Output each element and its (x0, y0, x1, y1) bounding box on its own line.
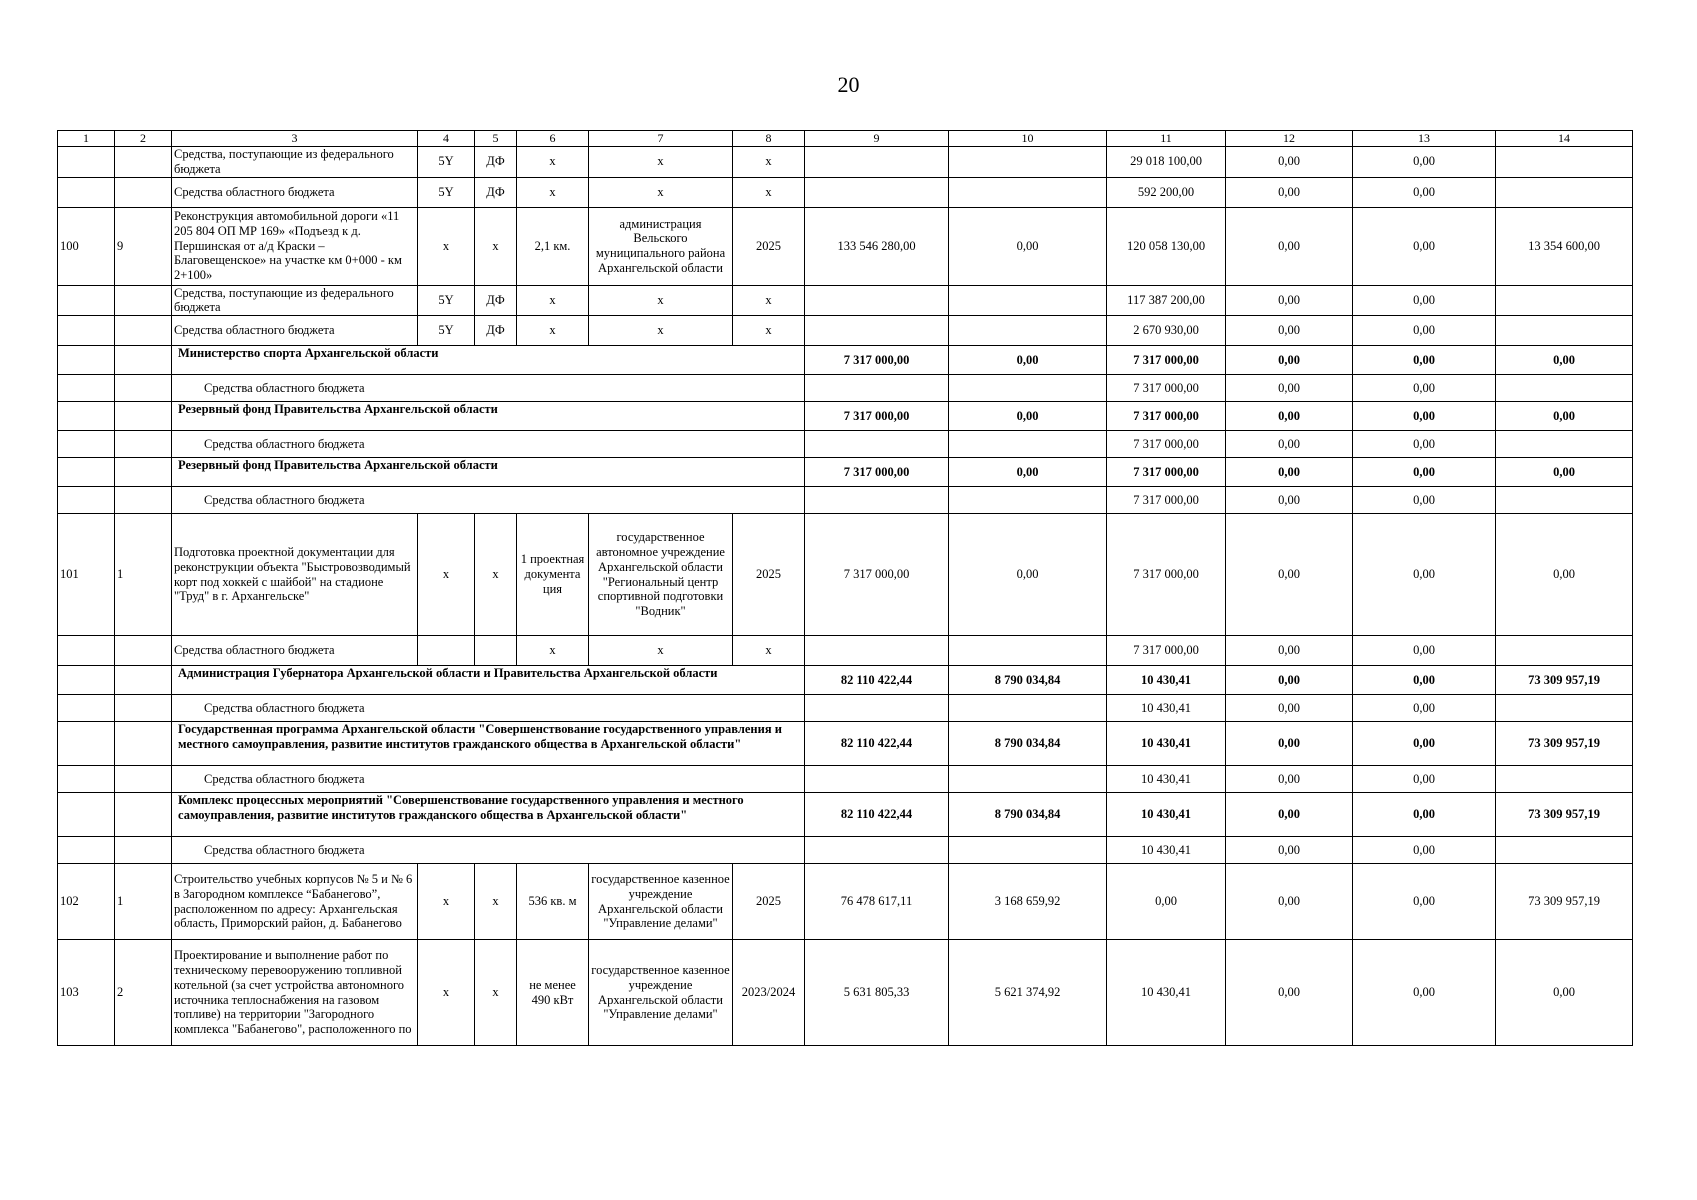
value-cell-c14 (1496, 487, 1633, 514)
header-cell: 1 (58, 131, 115, 147)
value-cell-c10 (949, 837, 1107, 864)
value-cell-c11: 7 317 000,00 (1107, 487, 1226, 514)
value-cell-c9 (805, 316, 949, 346)
value-cell-c4: x (418, 514, 475, 636)
row-number-cell: 102 (58, 864, 115, 940)
section-value-cell-c12: 0,00 (1226, 793, 1353, 837)
value-cell-c5: x (475, 207, 517, 285)
value-cell-c13: 0,00 (1353, 766, 1496, 793)
table-row (58, 636, 1633, 666)
value-cell-c9: 76 478 617,11 (805, 864, 949, 940)
name-cell: Подготовка проектной документации для реконструкции объекта "Быстровозводимый корт под хоккей с шайбой" на стадионе "Труд" в г. Архангельске" (172, 514, 418, 636)
section-value-cell-c13: 0,00 (1353, 346, 1496, 375)
value-cell-c10 (949, 636, 1107, 666)
row-number-cell (58, 636, 115, 666)
sub-number-cell: 1 (115, 864, 172, 940)
sub-number-cell: 2 (115, 940, 172, 1046)
section-value-cell-c10: 8 790 034,84 (949, 722, 1107, 766)
header-cell: 10 (949, 131, 1107, 147)
value-cell-c13: 0,00 (1353, 285, 1496, 316)
value-cell-c7: x (589, 636, 733, 666)
value-cell-c8: x (733, 285, 805, 316)
value-cell-c12: 0,00 (1226, 837, 1353, 864)
name-cell: Проектирование и выполнение работ по техническому перевооружению топливной котельной (за счет устройства автономного источника теплоснабжения на газовом топливе) на территории "Загородного комплекса "Бабанегово", расположенного по (172, 940, 418, 1046)
value-cell-c12: 0,00 (1226, 514, 1353, 636)
value-cell-c11: 10 430,41 (1107, 837, 1226, 864)
header-cell: 13 (1353, 131, 1496, 147)
section-value-cell-c10: 0,00 (949, 346, 1107, 375)
sub-number-cell (115, 837, 172, 864)
header-cell: 8 (733, 131, 805, 147)
value-cell-c11: 10 430,41 (1107, 766, 1226, 793)
section-title-cell: Комплекс процессных мероприятий "Совершенствование государственного управления и местного самоуправления, развитие институтов гражданского общества в Архангельской области" (172, 793, 805, 837)
value-cell-c12: 0,00 (1226, 940, 1353, 1046)
sub-number-cell (115, 666, 172, 695)
value-cell-c5: ДФ (475, 147, 517, 178)
value-cell-c13: 0,00 (1353, 636, 1496, 666)
row-number-cell (58, 316, 115, 346)
value-cell-c4 (418, 636, 475, 666)
sub-number-cell (115, 695, 172, 722)
row-number-cell (58, 177, 115, 207)
value-cell-c12: 0,00 (1226, 177, 1353, 207)
value-cell-c9 (805, 766, 949, 793)
value-cell-c7: x (589, 147, 733, 178)
name-cell: Строительство учебных корпусов № 5 и № 6 в Загородном комплексе “Бабанегово”, расположенном по адресу: Архангельская область, Приморский район, д. Бабанегово (172, 864, 418, 940)
value-cell-c10: 0,00 (949, 207, 1107, 285)
value-cell-c9 (805, 147, 949, 178)
value-cell-c4: 5Y (418, 316, 475, 346)
section-value-cell-c11: 7 317 000,00 (1107, 458, 1226, 487)
sub-number-cell (115, 431, 172, 458)
value-cell-c4: 5Y (418, 177, 475, 207)
source-title-cell: Средства областного бюджета (172, 487, 805, 514)
value-cell-c6: 2,1 км. (517, 207, 589, 285)
section-value-cell-c14: 73 309 957,19 (1496, 666, 1633, 695)
value-cell-c11: 7 317 000,00 (1107, 514, 1226, 636)
value-cell-c5: x (475, 864, 517, 940)
value-cell-c10 (949, 177, 1107, 207)
header-row (58, 131, 1633, 147)
value-cell-c5: ДФ (475, 316, 517, 346)
value-cell-c12: 0,00 (1226, 375, 1353, 402)
value-cell-c7: x (589, 316, 733, 346)
value-cell-c13: 0,00 (1353, 177, 1496, 207)
section-value-cell-c11: 10 430,41 (1107, 793, 1226, 837)
source-title-cell: Средства областного бюджета (172, 431, 805, 458)
value-cell-c9: 133 546 280,00 (805, 207, 949, 285)
section-value-cell-c14: 0,00 (1496, 346, 1633, 375)
value-cell-c5: x (475, 940, 517, 1046)
value-cell-c9 (805, 837, 949, 864)
row-number-cell (58, 766, 115, 793)
value-cell-c6: не менее 490 кВт (517, 940, 589, 1046)
value-cell-c8: 2025 (733, 207, 805, 285)
table-row (58, 766, 1633, 793)
value-cell-c5: ДФ (475, 285, 517, 316)
row-number-cell (58, 402, 115, 431)
section-value-cell-c9: 82 110 422,44 (805, 793, 949, 837)
sub-number-cell (115, 316, 172, 346)
value-cell-c14: 13 354 600,00 (1496, 207, 1633, 285)
value-cell-c11: 592 200,00 (1107, 177, 1226, 207)
row-number-cell (58, 431, 115, 458)
header-cell: 11 (1107, 131, 1226, 147)
section-value-cell-c12: 0,00 (1226, 346, 1353, 375)
value-cell-c14 (1496, 375, 1633, 402)
value-cell-c9: 5 631 805,33 (805, 940, 949, 1046)
section-value-cell-c13: 0,00 (1353, 793, 1496, 837)
section-value-cell-c13: 0,00 (1353, 722, 1496, 766)
section-value-cell-c14: 0,00 (1496, 402, 1633, 431)
value-cell-c11: 29 018 100,00 (1107, 147, 1226, 178)
value-cell-c9 (805, 487, 949, 514)
table-row (58, 487, 1633, 514)
value-cell-c12: 0,00 (1226, 864, 1353, 940)
row-number-cell: 103 (58, 940, 115, 1046)
value-cell-c6: 1 проектная документа ция (517, 514, 589, 636)
section-value-cell-c11: 10 430,41 (1107, 666, 1226, 695)
section-value-cell-c9: 82 110 422,44 (805, 722, 949, 766)
value-cell-c14 (1496, 147, 1633, 178)
value-cell-c8: 2025 (733, 514, 805, 636)
table-row (58, 458, 1633, 487)
section-title-cell: Государственная программа Архангельской области "Совершенствование государственного управления и местного самоуправления, развитие институтов гражданского общества в Архангельской области" (172, 722, 805, 766)
table-row (58, 431, 1633, 458)
value-cell-c13: 0,00 (1353, 487, 1496, 514)
value-cell-c13: 0,00 (1353, 316, 1496, 346)
value-cell-c13: 0,00 (1353, 514, 1496, 636)
section-value-cell-c9: 7 317 000,00 (805, 402, 949, 431)
value-cell-c14 (1496, 177, 1633, 207)
section-title-cell: Резервный фонд Правительства Архангельской области (172, 458, 805, 487)
table-row (58, 666, 1633, 695)
sub-number-cell (115, 636, 172, 666)
value-cell-c8: 2025 (733, 864, 805, 940)
value-cell-c6: x (517, 636, 589, 666)
section-value-cell-c13: 0,00 (1353, 666, 1496, 695)
header-cell: 6 (517, 131, 589, 147)
value-cell-c9 (805, 695, 949, 722)
value-cell-c14: 73 309 957,19 (1496, 864, 1633, 940)
header-cell: 4 (418, 131, 475, 147)
value-cell-c10: 0,00 (949, 514, 1107, 636)
value-cell-c5: ДФ (475, 177, 517, 207)
table-row (58, 316, 1633, 346)
value-cell-c13: 0,00 (1353, 147, 1496, 178)
value-cell-c6: x (517, 147, 589, 178)
value-cell-c12: 0,00 (1226, 207, 1353, 285)
table-row (58, 837, 1633, 864)
value-cell-c10 (949, 147, 1107, 178)
header-cell: 7 (589, 131, 733, 147)
row-number-cell (58, 458, 115, 487)
value-cell-c5: x (475, 514, 517, 636)
source-title-cell: Средства областного бюджета (172, 766, 805, 793)
sub-number-cell (115, 458, 172, 487)
table-row (58, 402, 1633, 431)
value-cell-c4: x (418, 864, 475, 940)
header-cell: 14 (1496, 131, 1633, 147)
value-cell-c9: 7 317 000,00 (805, 514, 949, 636)
value-cell-c7: администрация Вельского муниципального района Архангельской области (589, 207, 733, 285)
sub-number-cell (115, 402, 172, 431)
table-row (58, 375, 1633, 402)
value-cell-c10 (949, 487, 1107, 514)
value-cell-c6: x (517, 177, 589, 207)
section-value-cell-c11: 10 430,41 (1107, 722, 1226, 766)
value-cell-c11: 2 670 930,00 (1107, 316, 1226, 346)
row-number-cell: 100 (58, 207, 115, 285)
header-cell: 3 (172, 131, 418, 147)
sub-number-cell (115, 722, 172, 766)
row-number-cell: 101 (58, 514, 115, 636)
row-number-cell (58, 285, 115, 316)
value-cell-c9 (805, 177, 949, 207)
table-body (58, 131, 1633, 1046)
value-cell-c10 (949, 316, 1107, 346)
value-cell-c12: 0,00 (1226, 147, 1353, 178)
header-cell: 9 (805, 131, 949, 147)
table-row (58, 177, 1633, 207)
sub-number-cell (115, 487, 172, 514)
table-row (58, 207, 1633, 285)
value-cell-c6: x (517, 316, 589, 346)
value-cell-c10 (949, 695, 1107, 722)
section-value-cell-c11: 7 317 000,00 (1107, 402, 1226, 431)
sub-number-cell (115, 346, 172, 375)
row-number-cell (58, 147, 115, 178)
value-cell-c7: x (589, 285, 733, 316)
name-cell: Средства, поступающие из федерального бюджета (172, 285, 418, 316)
value-cell-c11: 117 387 200,00 (1107, 285, 1226, 316)
section-value-cell-c14: 73 309 957,19 (1496, 793, 1633, 837)
table-row (58, 940, 1633, 1046)
value-cell-c12: 0,00 (1226, 316, 1353, 346)
value-cell-c11: 7 317 000,00 (1107, 431, 1226, 458)
value-cell-c13: 0,00 (1353, 375, 1496, 402)
budget-table (57, 130, 1633, 1046)
sub-number-cell (115, 375, 172, 402)
section-value-cell-c13: 0,00 (1353, 458, 1496, 487)
table-row (58, 147, 1633, 178)
value-cell-c13: 0,00 (1353, 837, 1496, 864)
sub-number-cell: 1 (115, 514, 172, 636)
value-cell-c7: x (589, 177, 733, 207)
header-cell: 5 (475, 131, 517, 147)
value-cell-c10: 3 168 659,92 (949, 864, 1107, 940)
section-value-cell-c12: 0,00 (1226, 666, 1353, 695)
source-title-cell: Средства областного бюджета (172, 695, 805, 722)
value-cell-c12: 0,00 (1226, 636, 1353, 666)
section-title-cell: Министерство спорта Архангельской области (172, 346, 805, 375)
value-cell-c10 (949, 375, 1107, 402)
value-cell-c9 (805, 636, 949, 666)
sub-number-cell (115, 147, 172, 178)
section-value-cell-c9: 7 317 000,00 (805, 458, 949, 487)
value-cell-c6: x (517, 285, 589, 316)
value-cell-c14: 0,00 (1496, 940, 1633, 1046)
value-cell-c8: x (733, 177, 805, 207)
value-cell-c7: государственное автономное учреждение Архангельской области "Региональный центр спортивной подготовки "Водник" (589, 514, 733, 636)
page-number: 20 (837, 72, 860, 97)
section-value-cell-c14: 0,00 (1496, 458, 1633, 487)
table-row (58, 285, 1633, 316)
value-cell-c14 (1496, 636, 1633, 666)
value-cell-c13: 0,00 (1353, 864, 1496, 940)
sub-number-cell (115, 177, 172, 207)
value-cell-c6: 536 кв. м (517, 864, 589, 940)
value-cell-c5 (475, 636, 517, 666)
section-value-cell-c10: 0,00 (949, 458, 1107, 487)
table-row (58, 695, 1633, 722)
value-cell-c13: 0,00 (1353, 940, 1496, 1046)
value-cell-c4: x (418, 207, 475, 285)
table-row (58, 793, 1633, 837)
value-cell-c12: 0,00 (1226, 487, 1353, 514)
value-cell-c11: 7 317 000,00 (1107, 636, 1226, 666)
value-cell-c13: 0,00 (1353, 207, 1496, 285)
name-cell: Средства областного бюджета (172, 636, 418, 666)
row-number-cell (58, 346, 115, 375)
row-number-cell (58, 375, 115, 402)
value-cell-c8: x (733, 316, 805, 346)
value-cell-c9 (805, 375, 949, 402)
section-value-cell-c12: 0,00 (1226, 402, 1353, 431)
sub-number-cell (115, 793, 172, 837)
header-cell: 2 (115, 131, 172, 147)
value-cell-c10 (949, 285, 1107, 316)
section-value-cell-c13: 0,00 (1353, 402, 1496, 431)
table-row (58, 864, 1633, 940)
header-cell: 12 (1226, 131, 1353, 147)
value-cell-c14 (1496, 431, 1633, 458)
value-cell-c11: 7 317 000,00 (1107, 375, 1226, 402)
sub-number-cell: 9 (115, 207, 172, 285)
section-value-cell-c10: 0,00 (949, 402, 1107, 431)
value-cell-c14 (1496, 285, 1633, 316)
value-cell-c10 (949, 766, 1107, 793)
name-cell: Средства, поступающие из федерального бюджета (172, 147, 418, 178)
value-cell-c14 (1496, 766, 1633, 793)
section-value-cell-c10: 8 790 034,84 (949, 666, 1107, 695)
section-value-cell-c12: 0,00 (1226, 458, 1353, 487)
table-row (58, 346, 1633, 375)
value-cell-c9 (805, 285, 949, 316)
value-cell-c11: 10 430,41 (1107, 695, 1226, 722)
value-cell-c11: 10 430,41 (1107, 940, 1226, 1046)
section-title-cell: Администрация Губернатора Архангельской области и Правительства Архангельской области (172, 666, 805, 695)
name-cell: Средства областного бюджета (172, 177, 418, 207)
section-value-cell-c11: 7 317 000,00 (1107, 346, 1226, 375)
section-value-cell-c14: 73 309 957,19 (1496, 722, 1633, 766)
value-cell-c14 (1496, 695, 1633, 722)
sub-number-cell (115, 766, 172, 793)
value-cell-c14 (1496, 316, 1633, 346)
table-row (58, 514, 1633, 636)
value-cell-c12: 0,00 (1226, 695, 1353, 722)
table-row (58, 722, 1633, 766)
value-cell-c10 (949, 431, 1107, 458)
value-cell-c4: x (418, 940, 475, 1046)
section-title-cell: Резервный фонд Правительства Архангельской области (172, 402, 805, 431)
row-number-cell (58, 487, 115, 514)
name-cell: Средства областного бюджета (172, 316, 418, 346)
value-cell-c14: 0,00 (1496, 514, 1633, 636)
value-cell-c7: государственное казенное учреждение Архангельской области "Управление делами" (589, 940, 733, 1046)
value-cell-c13: 0,00 (1353, 695, 1496, 722)
value-cell-c7: государственное казенное учреждение Архангельской области "Управление делами" (589, 864, 733, 940)
section-value-cell-c9: 82 110 422,44 (805, 666, 949, 695)
section-value-cell-c9: 7 317 000,00 (805, 346, 949, 375)
row-number-cell (58, 793, 115, 837)
row-number-cell (58, 666, 115, 695)
value-cell-c8: 2023/2024 (733, 940, 805, 1046)
value-cell-c14 (1496, 837, 1633, 864)
value-cell-c8: x (733, 636, 805, 666)
name-cell: Реконструкция автомобильной дороги «11 205 804 ОП МР 169» «Подъезд к д. Першинская от а/д Краски – Благовещенское» на участке км 0+000 - км 2+100» (172, 207, 418, 285)
value-cell-c10: 5 621 374,92 (949, 940, 1107, 1046)
source-title-cell: Средства областного бюджета (172, 375, 805, 402)
value-cell-c12: 0,00 (1226, 766, 1353, 793)
value-cell-c9 (805, 431, 949, 458)
source-title-cell: Средства областного бюджета (172, 837, 805, 864)
value-cell-c11: 0,00 (1107, 864, 1226, 940)
value-cell-c4: 5Y (418, 147, 475, 178)
section-value-cell-c12: 0,00 (1226, 722, 1353, 766)
value-cell-c12: 0,00 (1226, 431, 1353, 458)
sub-number-cell (115, 285, 172, 316)
value-cell-c13: 0,00 (1353, 431, 1496, 458)
row-number-cell (58, 695, 115, 722)
row-number-cell (58, 837, 115, 864)
value-cell-c11: 120 058 130,00 (1107, 207, 1226, 285)
value-cell-c4: 5Y (418, 285, 475, 316)
value-cell-c8: x (733, 147, 805, 178)
row-number-cell (58, 722, 115, 766)
section-value-cell-c10: 8 790 034,84 (949, 793, 1107, 837)
value-cell-c12: 0,00 (1226, 285, 1353, 316)
